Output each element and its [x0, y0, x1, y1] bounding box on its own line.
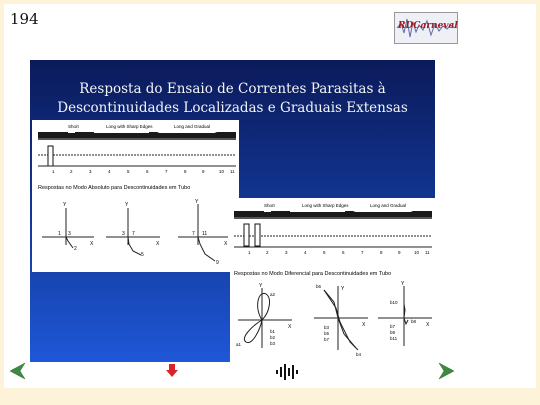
svg-text:X: X — [288, 324, 292, 330]
svg-text:1: 1 — [52, 169, 55, 174]
absolute-mode-panel — [32, 120, 239, 272]
svg-text:11: 11 — [230, 169, 235, 174]
slide-title-line1: Resposta do Ensaio de Correntes Parasitas à — [79, 81, 386, 97]
svg-text:3: 3 — [89, 169, 92, 174]
differential-plot-2 — [314, 284, 368, 357]
svg-text:b5: b5 — [324, 331, 330, 336]
svg-text:11: 11 — [425, 250, 430, 255]
probe2-b — [255, 224, 260, 246]
scale-numbers — [52, 169, 235, 174]
absolute-mode-figure — [32, 120, 239, 272]
svg-text:b2: b2 — [270, 335, 276, 340]
label-sharp: Long with Sharp Edges — [106, 124, 153, 129]
svg-text:b8: b8 — [411, 319, 417, 324]
svg-text:b6: b6 — [316, 284, 322, 289]
differential-plot-1 — [236, 283, 292, 348]
svg-text:X: X — [426, 322, 430, 328]
differential-plot-3 — [378, 281, 432, 346]
label2-short: Short — [264, 203, 275, 208]
previous-arrow-icon[interactable] — [8, 361, 28, 381]
svg-text:Y: Y — [63, 202, 67, 208]
absolute-plot-3 — [178, 199, 228, 266]
svg-text:b3: b3 — [324, 325, 330, 330]
svg-text:X: X — [362, 322, 366, 328]
svg-text:b4: b4 — [356, 352, 362, 357]
defect2-gradual — [353, 208, 413, 212]
svg-text:3: 3 — [122, 231, 125, 237]
svg-text:b3: b3 — [270, 341, 276, 346]
svg-text:Y: Y — [195, 199, 199, 205]
defect2-short — [264, 208, 271, 212]
svg-text:9: 9 — [202, 169, 205, 174]
svg-text:7: 7 — [361, 250, 364, 255]
svg-text:a2: a2 — [270, 292, 276, 297]
svg-text:b7: b7 — [324, 337, 330, 342]
probe — [48, 146, 53, 166]
svg-text:X: X — [90, 241, 94, 247]
svg-text:a1: a1 — [236, 342, 242, 347]
svg-text:5: 5 — [127, 169, 130, 174]
svg-text:1: 1 — [248, 250, 251, 255]
svg-text:7: 7 — [132, 231, 135, 237]
defect-sharp — [94, 129, 149, 133]
caption-absolute: Respostas no Modo Absoluto para Descontinuidades em Tubo — [38, 185, 191, 191]
svg-text:10: 10 — [414, 250, 420, 255]
svg-text:6: 6 — [146, 169, 149, 174]
svg-text:Y: Y — [259, 283, 263, 289]
svg-text:2: 2 — [70, 169, 73, 174]
probe2-a — [244, 224, 249, 246]
label2-sharp: Long with Sharp Edges — [302, 203, 349, 208]
svg-text:6: 6 — [342, 250, 345, 255]
scale2-numbers — [248, 250, 430, 255]
svg-text:8: 8 — [380, 250, 383, 255]
svg-text:b11: b11 — [390, 336, 398, 341]
slide — [30, 60, 435, 362]
audio-wave-icon[interactable] — [274, 363, 300, 381]
svg-text:Y: Y — [401, 281, 405, 287]
svg-text:4: 4 — [304, 250, 307, 255]
svg-text:X: X — [156, 241, 160, 247]
svg-text:7: 7 — [165, 169, 168, 174]
label-gradual: Long and Gradual — [174, 124, 211, 129]
svg-text:Y: Y — [341, 286, 345, 292]
absolute-plot-2 — [106, 202, 160, 258]
svg-text:11: 11 — [202, 231, 208, 237]
svg-text:2: 2 — [74, 246, 77, 252]
page-canvas — [4, 4, 536, 388]
logo-text: RDCarneval — [398, 21, 458, 31]
svg-text:5: 5 — [141, 252, 144, 258]
page-number: 194 — [10, 10, 39, 28]
svg-text:b10: b10 — [390, 300, 398, 305]
label-short: Short — [68, 124, 79, 129]
defect-gradual — [157, 129, 217, 133]
down-arrow-icon[interactable] — [166, 364, 178, 378]
svg-text:Y: Y — [125, 202, 129, 208]
logo — [394, 12, 458, 44]
defect2-sharp — [290, 208, 345, 212]
next-arrow-icon[interactable] — [436, 361, 456, 381]
svg-text:5: 5 — [323, 250, 326, 255]
caption-differential: Respostas no Modo Diferencial para Descontinuidades em Tubo — [234, 271, 392, 277]
svg-text:b7: b7 — [390, 324, 396, 329]
defect-short — [68, 129, 75, 133]
slide-title-line2: Descontinuidades Localizadas e Graduais Extensas — [57, 100, 408, 116]
svg-text:4: 4 — [108, 169, 111, 174]
slide-title — [30, 80, 435, 118]
absolute-plot-1 — [42, 202, 94, 252]
svg-text:3: 3 — [285, 250, 288, 255]
svg-text:X: X — [224, 241, 228, 247]
svg-text:8: 8 — [184, 169, 187, 174]
svg-text:10: 10 — [219, 169, 225, 174]
label2-gradual: Long and Gradual — [370, 203, 407, 208]
differential-mode-panel — [230, 198, 435, 362]
tube-inner — [38, 138, 236, 140]
svg-text:7: 7 — [192, 231, 195, 237]
svg-text:1: 1 — [58, 231, 61, 237]
svg-text:b1: b1 — [270, 329, 276, 334]
svg-text:9: 9 — [398, 250, 401, 255]
differential-mode-figure — [230, 198, 435, 362]
svg-text:9: 9 — [216, 260, 219, 266]
svg-text:b9: b9 — [390, 330, 396, 335]
svg-text:3: 3 — [68, 231, 71, 237]
svg-text:2: 2 — [266, 250, 269, 255]
